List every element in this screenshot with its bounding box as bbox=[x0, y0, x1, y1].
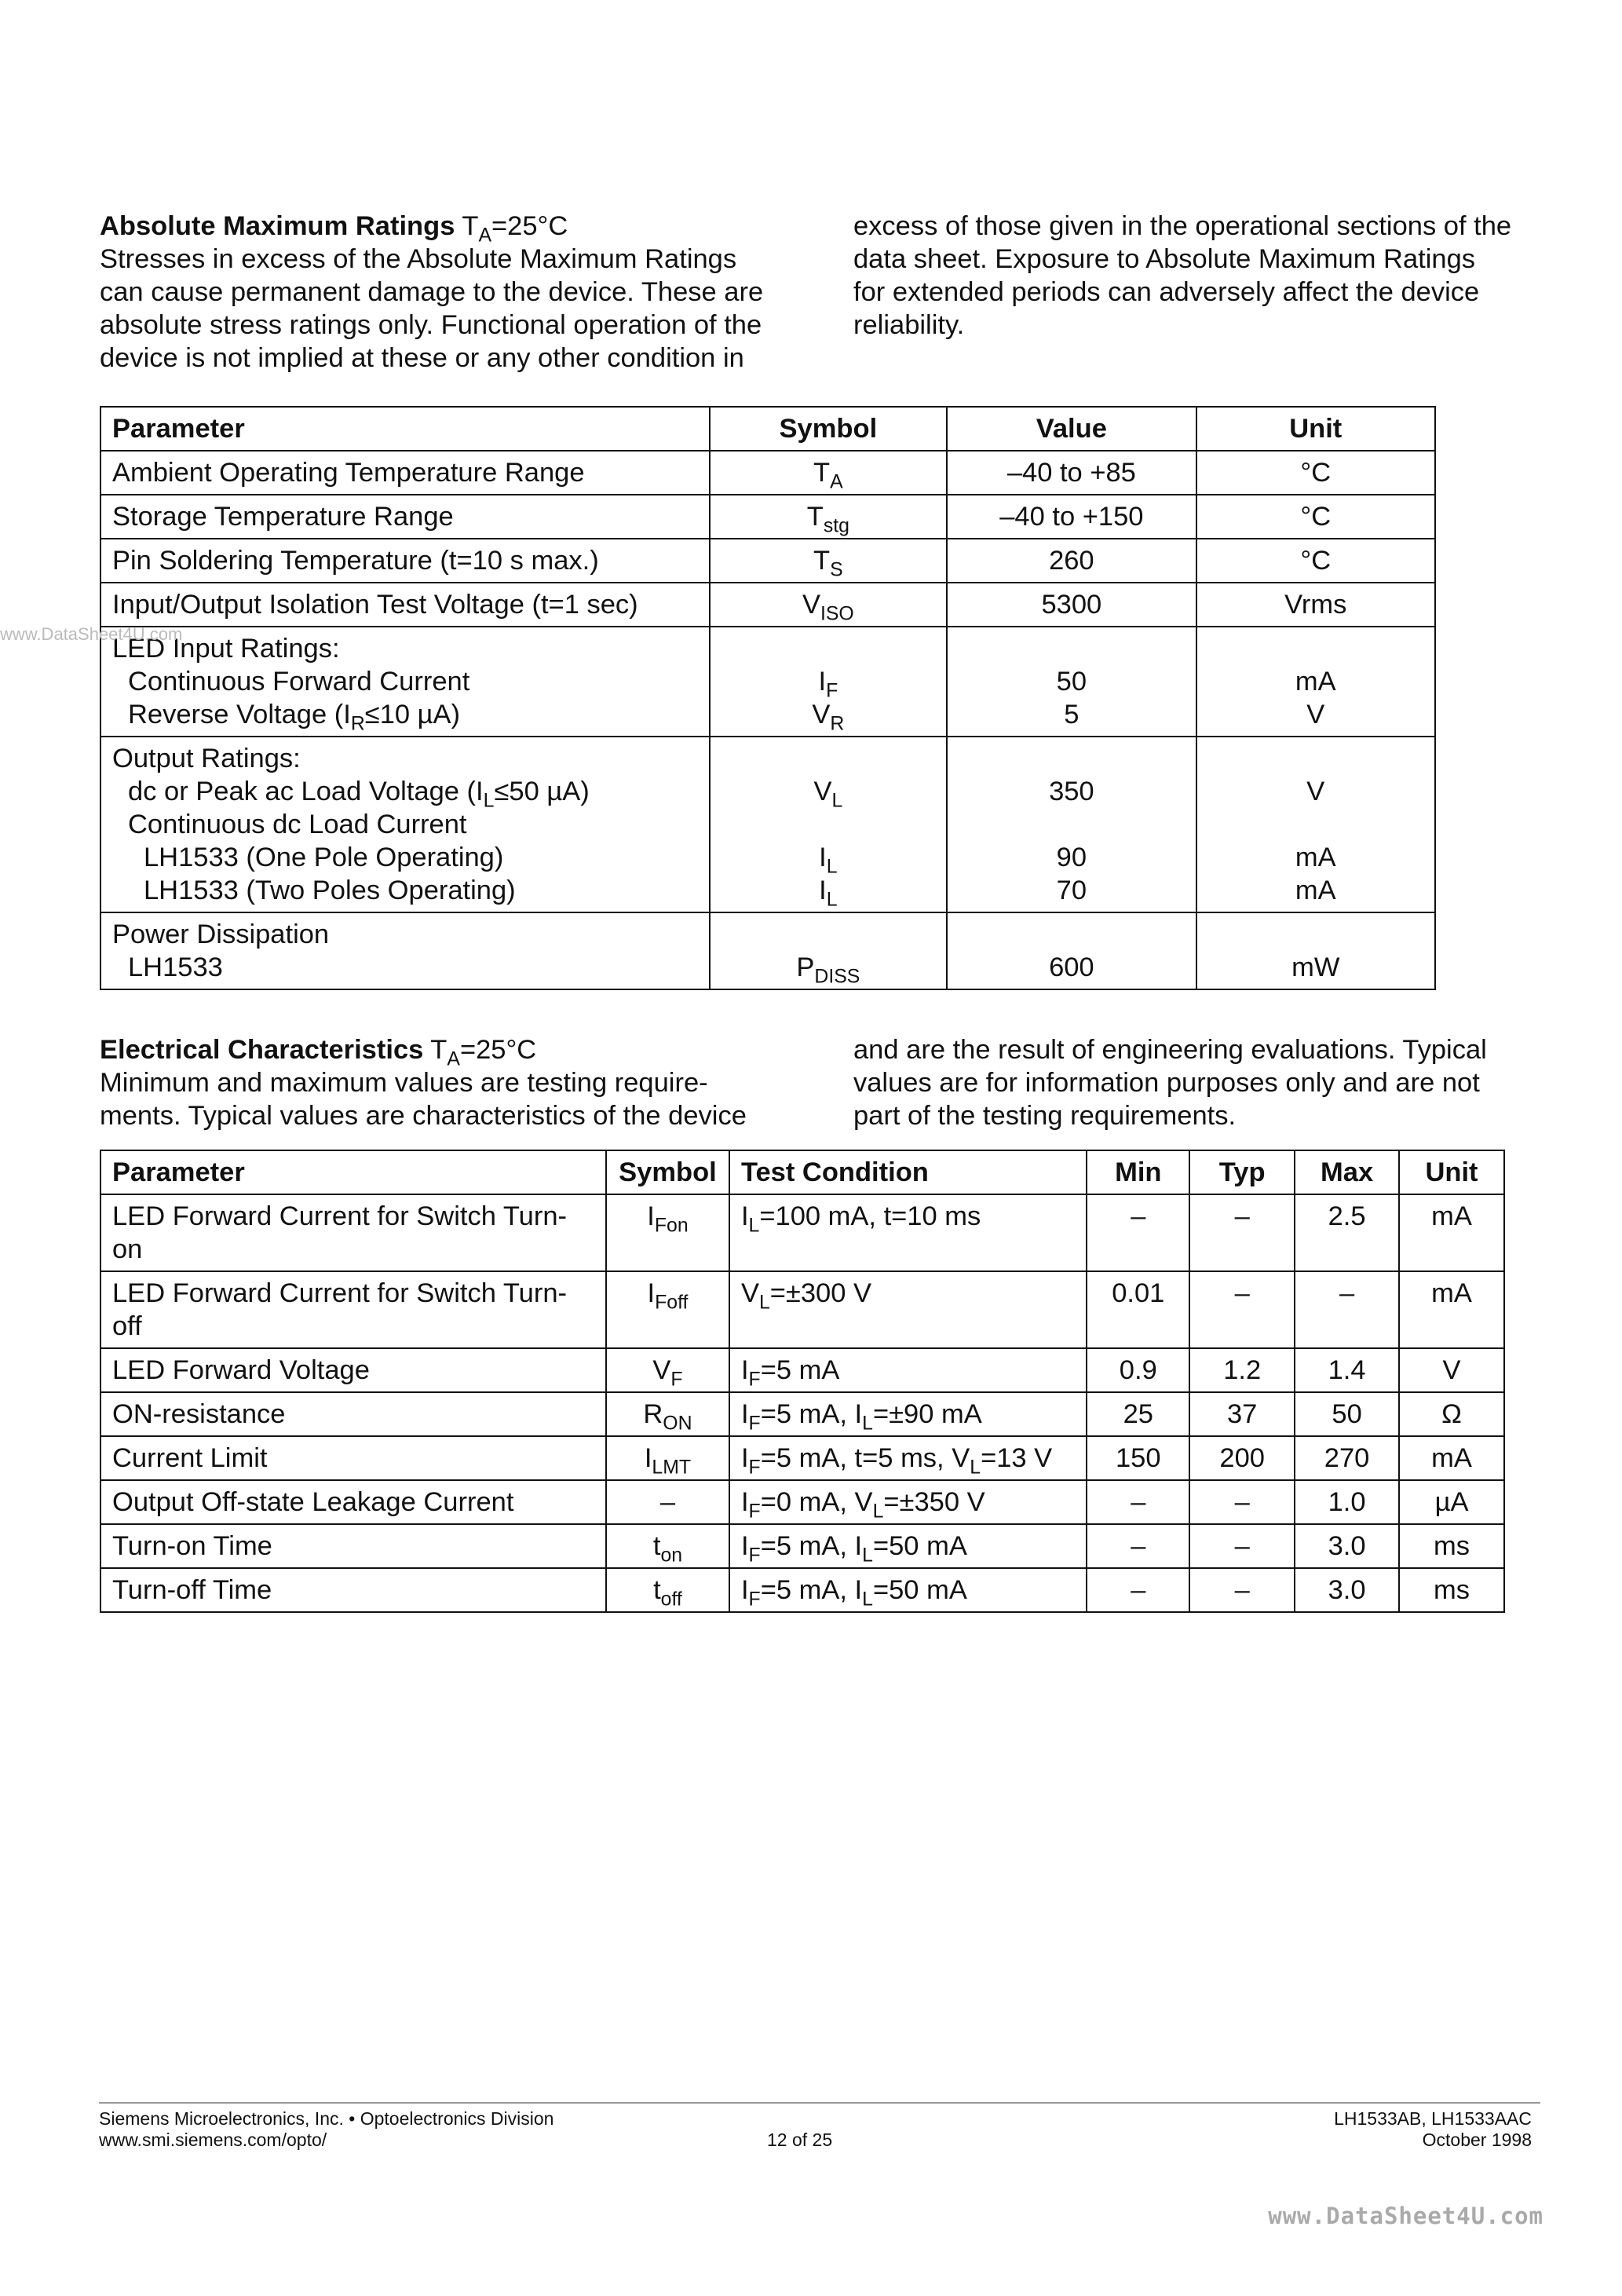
test-condition-cell: $I_F=5$ mA, $I_L=50$ mA bbox=[729, 1568, 1087, 1612]
ec-intro-line: values are for information purposes only and are not bbox=[853, 1068, 1480, 1098]
symbol-cell: $R_{ON}$ bbox=[606, 1392, 729, 1436]
value-cell: 260 bbox=[947, 539, 1196, 583]
test-condition-cell: $I_F=5$ mA bbox=[729, 1348, 1087, 1392]
ec-header-row bbox=[100, 1150, 1504, 1194]
symbol-cell: $I_{Foff}$ bbox=[606, 1271, 729, 1348]
max-cell: 2.5 bbox=[1295, 1194, 1399, 1271]
unit-cell: mA bbox=[1399, 1194, 1504, 1271]
page-number: 12 of 25 bbox=[767, 2130, 833, 2150]
symbol-cell: $I_{Fon}$ bbox=[606, 1194, 729, 1271]
max-cell: 3.0 bbox=[1295, 1524, 1399, 1568]
symbol-cell: $V_F$ bbox=[606, 1348, 729, 1392]
table-row bbox=[100, 1480, 1504, 1524]
led-cfc-param: Continuous Forward Current bbox=[128, 667, 470, 696]
amr-intro-line: for extended periods can adversely affect the device bbox=[853, 277, 1480, 307]
table-row bbox=[100, 583, 1435, 627]
led-heading: LED Input Ratings: bbox=[112, 634, 340, 664]
amr-intro-line: Stresses in excess of the Absolute Maximum Ratings bbox=[100, 244, 737, 274]
amr-intro-line: can cause permanent damage to the device. These are bbox=[100, 277, 764, 307]
symbol-cell: $t_{on}$ bbox=[606, 1524, 729, 1568]
amr-header-unit: Unit bbox=[1196, 407, 1435, 451]
ec-header-max: Max bbox=[1295, 1150, 1399, 1194]
symbol-cell: $V_L$ $I_L$ $I_L$ bbox=[710, 737, 948, 912]
typ-cell: 1.2 bbox=[1189, 1348, 1295, 1392]
typ-cell: – bbox=[1189, 1568, 1295, 1612]
max-cell: 270 bbox=[1295, 1436, 1399, 1480]
unit-cell: Vrms bbox=[1196, 583, 1435, 627]
min-cell: 150 bbox=[1087, 1436, 1189, 1480]
param-cell bbox=[100, 627, 710, 737]
led-rv-param: Reverse Voltage ($I_R\le 10$ µA) bbox=[128, 700, 461, 735]
amr-header-parameter: Parameter bbox=[100, 407, 710, 451]
min-cell: – bbox=[1087, 1480, 1189, 1524]
table-row bbox=[100, 1524, 1504, 1568]
unit-cell: Ω bbox=[1399, 1392, 1504, 1436]
ec-intro-line: and are the result of engineering evaluations. Typical bbox=[853, 1035, 1487, 1065]
power-param: LH1533 bbox=[128, 952, 223, 982]
unit-cell: mA bbox=[1399, 1436, 1504, 1480]
symbol-cell: $t_{off}$ bbox=[606, 1568, 729, 1612]
param-cell: LED Forward Voltage bbox=[100, 1348, 606, 1392]
max-cell: 1.0 bbox=[1295, 1480, 1399, 1524]
unit-cell: V mA mA bbox=[1196, 737, 1435, 912]
symbol-cell: $T_S$ bbox=[710, 539, 948, 583]
power-heading: Power Dissipation bbox=[112, 919, 330, 949]
value-cell: 5300 bbox=[947, 583, 1196, 627]
min-cell: – bbox=[1087, 1568, 1189, 1612]
amr-intro-right bbox=[853, 210, 1560, 342]
ec-header-typ: Typ bbox=[1189, 1150, 1295, 1194]
test-condition-cell: $I_F=5$ mA, t=5 ms, $V_L=13$ V bbox=[729, 1436, 1087, 1480]
ec-condition: $T_A=25^\circ C$ bbox=[430, 1035, 537, 1070]
min-cell: – bbox=[1087, 1524, 1189, 1568]
symbol-cell: – bbox=[606, 1480, 729, 1524]
test-condition-cell: $I_L=100$ mA, t=10 ms bbox=[729, 1194, 1087, 1271]
ec-header-parameter: Parameter bbox=[100, 1150, 606, 1194]
param-cell: Pin Soldering Temperature (t=10 s max.) bbox=[100, 539, 710, 583]
param-cell: Ambient Operating Temperature Range bbox=[100, 451, 710, 495]
typ-cell: 200 bbox=[1189, 1436, 1295, 1480]
typ-cell: – bbox=[1189, 1271, 1295, 1348]
amr-title: Absolute Maximum Ratings bbox=[100, 211, 455, 241]
max-cell: – bbox=[1295, 1271, 1399, 1348]
unit-cell: °C bbox=[1196, 539, 1435, 583]
param-cell: Storage Temperature Range bbox=[100, 495, 710, 539]
unit-cell: mA bbox=[1399, 1271, 1504, 1348]
min-cell: 25 bbox=[1087, 1392, 1189, 1436]
amr-header-symbol: Symbol bbox=[710, 407, 948, 451]
unit-cell: °C bbox=[1196, 495, 1435, 539]
amr-table bbox=[100, 406, 1436, 990]
value-cell: 350 90 70 bbox=[947, 737, 1196, 912]
table-row bbox=[100, 495, 1435, 539]
value-cell: 50 5 bbox=[947, 627, 1196, 737]
param-cell: ON-resistance bbox=[100, 1392, 606, 1436]
footer-rule bbox=[99, 2102, 1540, 2104]
unit-cell: ms bbox=[1399, 1568, 1504, 1612]
ec-header-test-condition: Test Condition bbox=[729, 1150, 1087, 1194]
symbol-cell: $V_{ISO}$ bbox=[710, 583, 948, 627]
unit-cell: mA V bbox=[1196, 627, 1435, 737]
table-row bbox=[100, 1436, 1504, 1480]
param-cell: Output Off-state Leakage Current bbox=[100, 1480, 606, 1524]
typ-cell: 37 bbox=[1189, 1392, 1295, 1436]
ec-intro-line: ments. Typical values are characteristics of the device bbox=[100, 1101, 747, 1131]
output-one-param: LH1533 (One Pole Operating) bbox=[144, 843, 504, 872]
table-row bbox=[100, 1348, 1504, 1392]
unit-cell: °C bbox=[1196, 451, 1435, 495]
test-condition-cell: $I_F=0$ mA, $V_L=\pm 350$ V bbox=[729, 1480, 1087, 1524]
unit-cell: µA bbox=[1399, 1480, 1504, 1524]
ec-intro-right bbox=[853, 1033, 1560, 1132]
ec-header-unit: Unit bbox=[1399, 1150, 1504, 1194]
output-cdc-param: Continuous dc Load Current bbox=[128, 810, 467, 839]
amr-condition: $T_A=25^\circ C$ bbox=[462, 211, 568, 247]
amr-intro-line: absolute stress ratings only. Functional operation of the bbox=[100, 310, 762, 340]
footer-url[interactable]: www.smi.siemens.com/opto/ bbox=[99, 2130, 327, 2150]
amr-intro-line: reliability. bbox=[853, 310, 965, 340]
symbol-cell: $T_{stg}$ bbox=[710, 495, 948, 539]
amr-intro-line: device is not implied at these or any other condition in bbox=[100, 343, 744, 373]
symbol-cell: $I_F$ $V_R$ bbox=[710, 627, 948, 737]
output-two-param: LH1533 (Two Poles Operating) bbox=[144, 876, 516, 905]
unit-cell: ms bbox=[1399, 1524, 1504, 1568]
footer-date: October 1998 bbox=[1422, 2130, 1532, 2150]
table-row bbox=[100, 1568, 1504, 1612]
param-cell: Turn-off Time bbox=[100, 1568, 606, 1612]
ec-header-min: Min bbox=[1087, 1150, 1189, 1194]
max-cell: 3.0 bbox=[1295, 1568, 1399, 1612]
footer-parts: LH1533AB, LH1533AAC bbox=[1334, 2108, 1532, 2129]
table-row-output bbox=[100, 737, 1435, 912]
symbol-cell: $T_A$ bbox=[710, 451, 948, 495]
max-cell: 50 bbox=[1295, 1392, 1399, 1436]
param-cell: LED Forward Current for Switch Turn-off bbox=[100, 1271, 606, 1348]
amr-intro-left bbox=[100, 210, 838, 375]
unit-cell: mW bbox=[1196, 912, 1435, 989]
ec-intro-line: Minimum and maximum values are testing require- bbox=[100, 1068, 708, 1098]
typ-cell: – bbox=[1189, 1480, 1295, 1524]
min-cell: 0.9 bbox=[1087, 1348, 1189, 1392]
ec-table bbox=[100, 1150, 1505, 1613]
value-cell: –40 to +150 bbox=[947, 495, 1196, 539]
value-cell: –40 to +85 bbox=[947, 451, 1196, 495]
table-row bbox=[100, 451, 1435, 495]
param-cell: Input/Output Isolation Test Voltage (t=1 sec) bbox=[100, 583, 710, 627]
table-row bbox=[100, 539, 1435, 583]
table-row bbox=[100, 1194, 1504, 1271]
ec-header-symbol: Symbol bbox=[606, 1150, 729, 1194]
amr-header-row bbox=[100, 407, 1435, 451]
symbol-cell: $I_{LMT}$ bbox=[606, 1436, 729, 1480]
table-row-power bbox=[100, 912, 1435, 989]
ec-intro-line: part of the testing requirements. bbox=[853, 1101, 1237, 1131]
param-cell bbox=[100, 737, 710, 912]
test-condition-cell: $I_F=5$ mA, $I_L=\pm 90$ mA bbox=[729, 1392, 1087, 1436]
param-cell: Turn-on Time bbox=[100, 1524, 606, 1568]
table-row bbox=[100, 1392, 1504, 1436]
symbol-cell: $P_{DISS}$ bbox=[710, 912, 948, 989]
min-cell: 0.01 bbox=[1087, 1271, 1189, 1348]
table-row bbox=[100, 1271, 1504, 1348]
footer-company: Siemens Microelectronics, Inc. • Optoelectronics Division bbox=[99, 2108, 554, 2129]
bottom-watermark: www.DataSheet4U.com bbox=[1268, 2203, 1543, 2229]
output-load-param: dc or Peak ac Load Voltage ($I_L\le 50$ µA) bbox=[128, 777, 590, 812]
param-cell bbox=[100, 912, 710, 989]
typ-cell: – bbox=[1189, 1524, 1295, 1568]
unit-cell: V bbox=[1399, 1348, 1504, 1392]
amr-intro-line: data sheet. Exposure to Absolute Maximum Ratings bbox=[853, 244, 1476, 274]
test-condition-cell: $I_F=5$ mA, $I_L=50$ mA bbox=[729, 1524, 1087, 1568]
min-cell: – bbox=[1087, 1194, 1189, 1271]
value-cell: 600 bbox=[947, 912, 1196, 989]
output-heading: Output Ratings: bbox=[112, 744, 301, 773]
amr-header-value: Value bbox=[947, 407, 1196, 451]
typ-cell: – bbox=[1189, 1194, 1295, 1271]
side-watermark: www.DataSheet4U.com bbox=[0, 624, 183, 644]
max-cell: 1.4 bbox=[1295, 1348, 1399, 1392]
test-condition-cell: $V_L=\pm 300$ V bbox=[729, 1271, 1087, 1348]
amr-intro-line: excess of those given in the operational sections of the bbox=[853, 211, 1512, 241]
ec-intro-left bbox=[100, 1033, 838, 1132]
param-cell: Current Limit bbox=[100, 1436, 606, 1480]
ec-title: Electrical Characteristics bbox=[100, 1035, 424, 1065]
table-row-led-input bbox=[100, 627, 1435, 737]
param-cell: LED Forward Current for Switch Turn-on bbox=[100, 1194, 606, 1271]
